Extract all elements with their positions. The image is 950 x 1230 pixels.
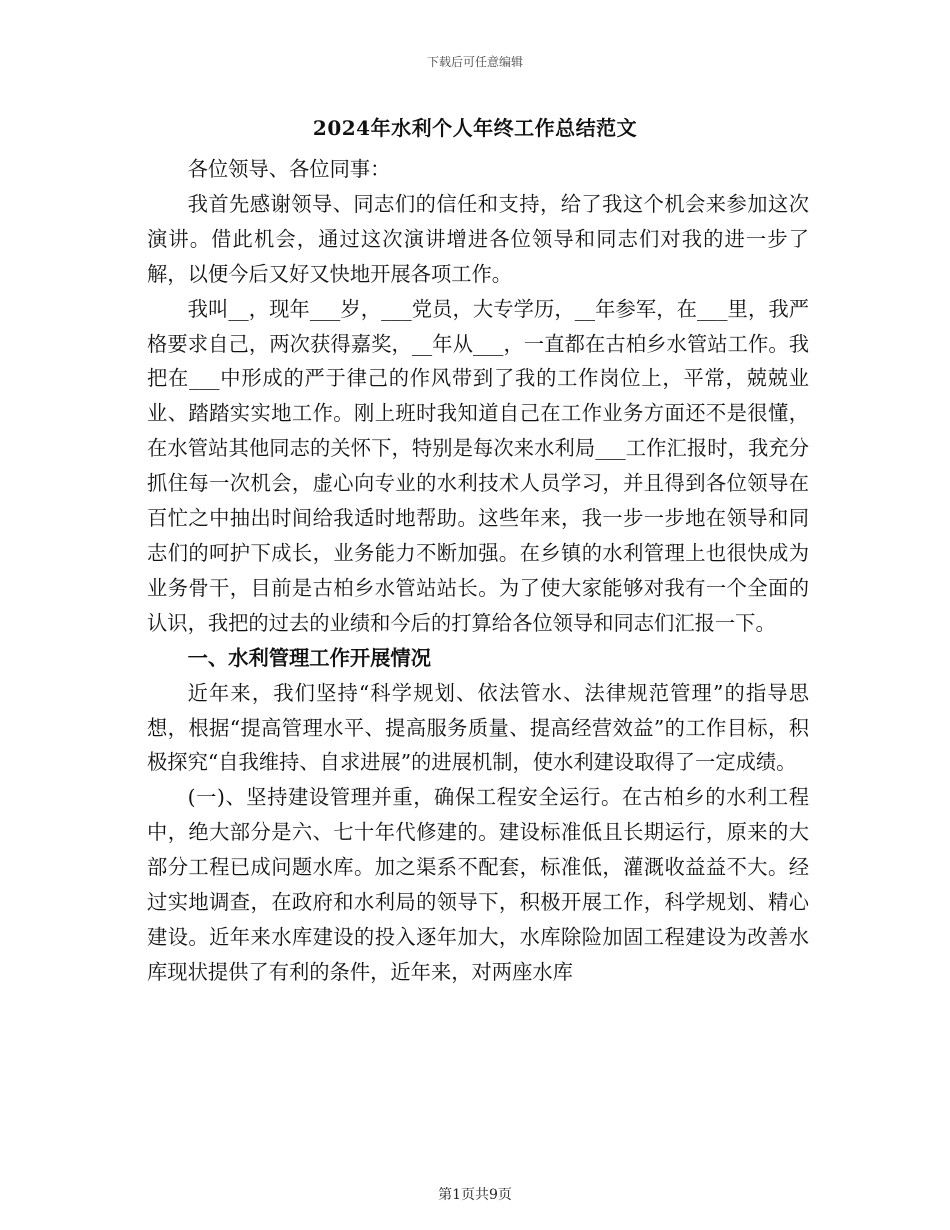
document-body [147, 152, 809, 990]
salutation-paragraph: 各位领导、各位同事： [187, 157, 391, 181]
header-note: 下载后可任意编辑 [426, 55, 523, 69]
section-intro-paragraph: 近年来，我们坚持“科学规划、依法管水、法律规范管理”的指导思想，根据“提高管理水平、提高服务质量、提高经营效益”的工作目标，积极探究“自我维持、自求进展”的进展机制，使水利建设取得了一定成绩。 [147, 680, 809, 775]
section-heading: 一、水利管理工作开展情况 [187, 645, 431, 670]
document-title: 2024年水利个人年终工作总结范文 [312, 116, 638, 140]
page-number: 第1页共9页 [438, 1187, 512, 1203]
background-paragraph: 我叫__，现年___岁，___党员，大专学历，__年参军，在___里，我严格要求自己，两次获得嘉奖，__年从___，一直都在古柏乡水管站工作。我把在___中形成的严于律己的作风带到了我的工作岗位上，平常，兢兢业业、踏踏实实地工作。刚上班时我知道自己在工作业务方面还不是很懂，在水管站其他同志的关怀下，特别是每次来水利局___工作汇报时，我充分抓住每一次机会，虚心向专业的水利技术人员学习，并且得到各位领导在百忙之中抽出时间给我适时地帮助。这些年来，我一步一步地在领导和同志们的呵护下成长，业务能力不断加强。在乡镇的水利管理上也很快成为业务骨干，目前是古柏乡水管站站长。为了使大家能够对我有一个全面的认识，我把的过去的业绩和今后的打算给各位领导和同志们汇报一下。 [147, 296, 809, 635]
subsection-paragraph: (一)、坚持建设管理并重，确保工程安全运行。在古柏乡的水利工程中，绝大部分是六、七十年代修建的。建设标准低且长期运行，原来的大部分工程已成问题水库。加之渠系不配套，标准低，灌溉收益益不大。经过实地调查，在政府和水利局的领导下，积极开展工作，科学规划、精心建设。近年来水库建设的投入逐年加大，水库除险加固工程建设为改善水库现状提供了有利的条件，近年来，对两座水库 [147, 785, 809, 984]
intro-paragraph: 我首先感谢领导、同志们的信任和支持，给了我这个机会来参加这次演讲。借此机会，通过这次演讲增进各位领导和同志们对我的进一步了解，以便今后又好又快地开展各项工作。 [147, 191, 809, 286]
